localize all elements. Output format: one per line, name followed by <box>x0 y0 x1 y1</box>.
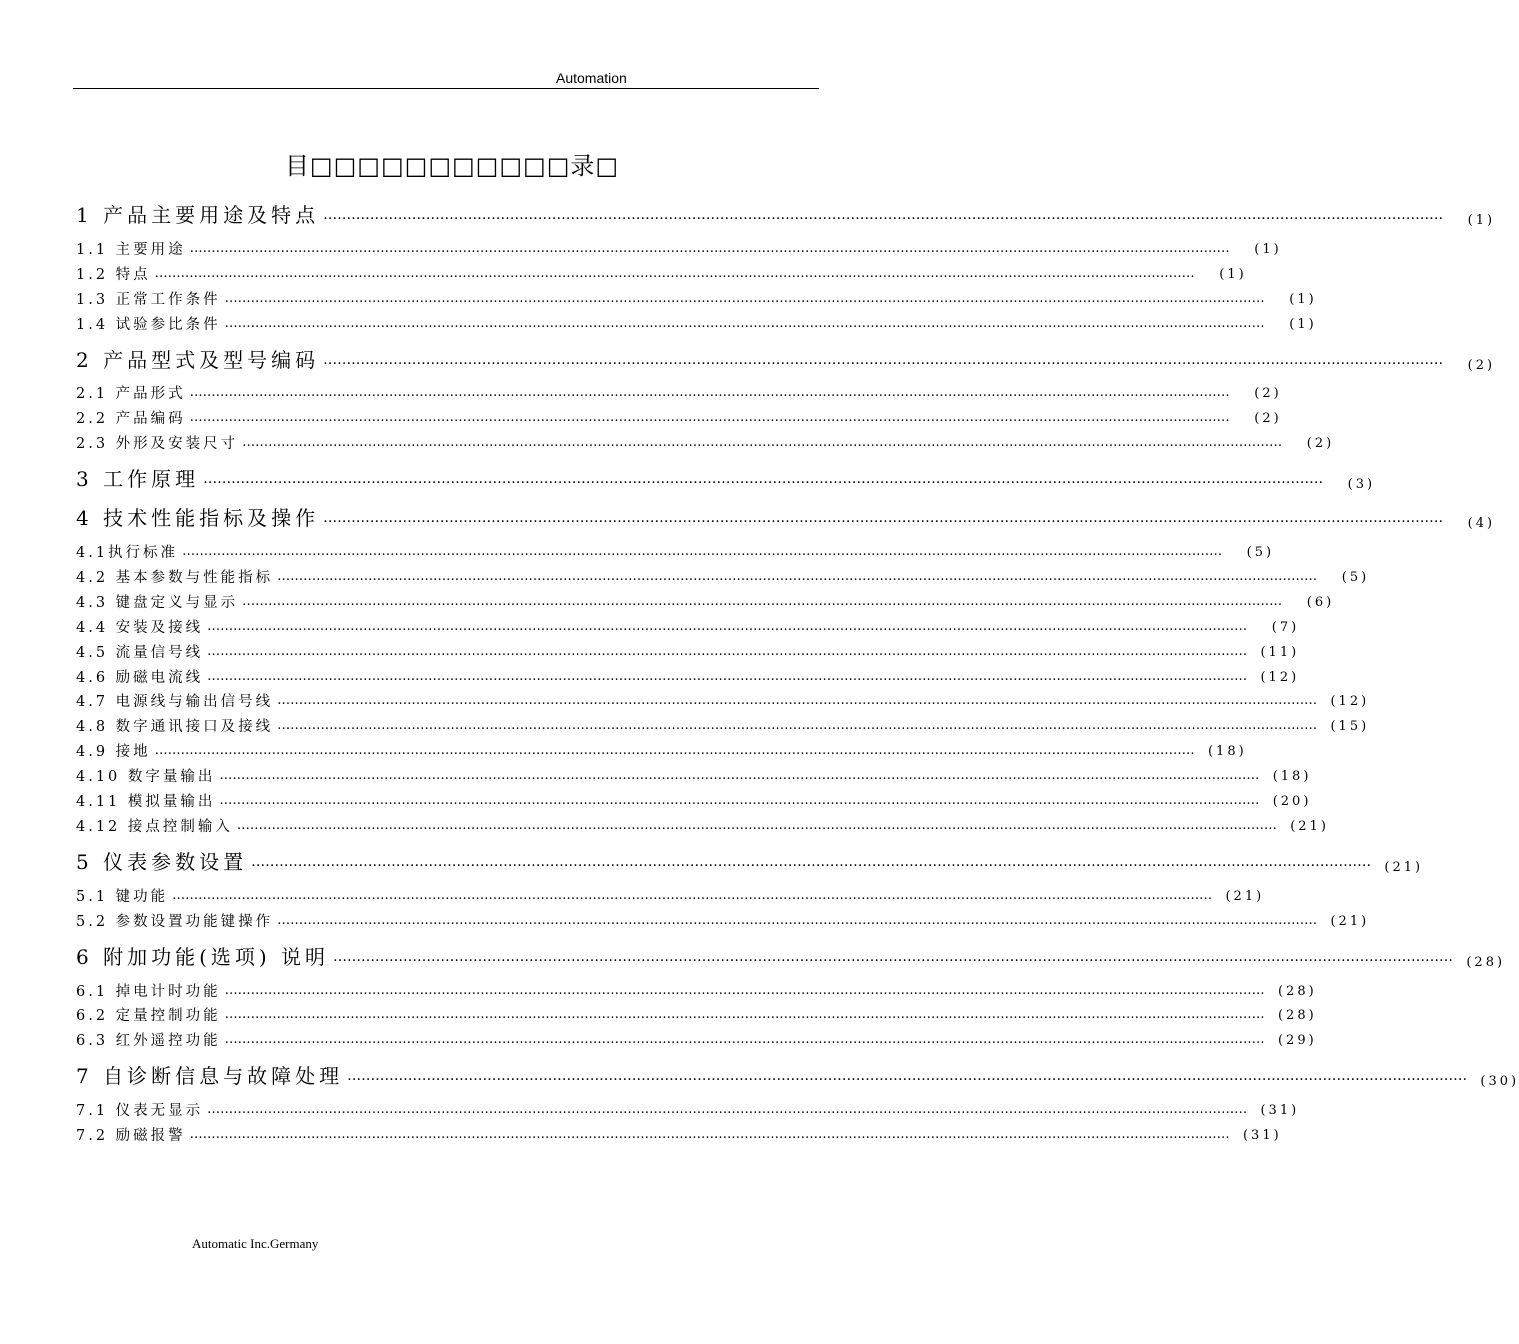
toc-leader-dots: …………………………………………………………………………………………………………………………………………………………………………………………………………………… <box>277 569 1318 585</box>
toc-chapter-entry[interactable] <box>76 1057 1519 1090</box>
toc-entry-label: 2.3 外形及安装尺寸 <box>76 436 239 453</box>
footer-company: Automatic Inc.Germany <box>192 1236 319 1251</box>
toc-entry-page: (31) <box>1260 1103 1300 1119</box>
toc-entry-label: 1.3 正常工作条件 <box>76 291 221 308</box>
header-rule <box>73 88 819 89</box>
toc-entry-label: 6.1 掉电计时功能 <box>76 983 221 1000</box>
toc-entry-label: 4.7 电源线与输出信号线 <box>76 694 274 711</box>
toc-leader-dots: …………………………………………………………………………………………………………………………………………………………………………………………………………………… <box>207 643 1248 659</box>
toc-entry-label: 7.2 励磁报警 <box>76 1128 186 1145</box>
toc-section-entry[interactable] <box>76 284 1317 309</box>
toc-entry-label: 5.2 参数设置功能键操作 <box>76 913 274 930</box>
toc-leader-dots: …………………………………………………………………………………………………………………………………………………………………………………………………………………… <box>277 718 1318 734</box>
toc-entry-label: 3 工作原理 <box>76 467 200 492</box>
page-title: 目□□□□□□□□□□□录□ <box>284 152 620 180</box>
toc-entry-label: 1 产品主要用途及特点 <box>76 203 320 227</box>
toc-entry-label: 4.2 基本参数与性能指标 <box>76 570 274 587</box>
toc-entry-page: (5) <box>1246 545 1275 561</box>
toc-section-entry[interactable] <box>76 259 1247 284</box>
toc-leader-dots: …………………………………………………………………………………………………………………………………………………………………………………………………………………… <box>189 385 1230 401</box>
toc-entry-page: (28) <box>1277 983 1317 999</box>
toc-leader-dots: …………………………………………………………………………………………………………………………………………………………………………………………………………………… <box>251 853 1372 870</box>
toc-section-entry[interactable] <box>76 637 1300 662</box>
toc-entry-page: (28) <box>1277 1008 1317 1024</box>
toc-entry-page: (1) <box>1219 266 1247 282</box>
toc-section-entry[interactable] <box>76 379 1282 404</box>
toc-section-entry[interactable] <box>76 612 1300 637</box>
toc-leader-dots: …………………………………………………………………………………………………………………………………………………………………………………………………………………… <box>219 793 1260 809</box>
toc-entry-page: (6) <box>1306 594 1335 610</box>
toc-entry-page: (7) <box>1271 619 1300 635</box>
toc-entry-label: 5.1 键功能 <box>76 888 169 905</box>
toc-section-entry[interactable] <box>76 786 1312 811</box>
toc-leader-dots: …………………………………………………………………………………………………………………………………………………………………………………………………………………… <box>189 1127 1230 1143</box>
toc-leader-dots: …………………………………………………………………………………………………………………………………………………………………………………………………………………… <box>224 290 1265 306</box>
toc-section-entry[interactable] <box>76 537 1275 562</box>
toc-leader-dots: …………………………………………………………………………………………………………………………………………………………………………………………………………………… <box>154 743 1195 759</box>
toc-leader-dots: …………………………………………………………………………………………………………………………………………………………………………………………………………………… <box>323 351 1444 368</box>
toc-entry-page: (29) <box>1277 1033 1317 1049</box>
toc-entry-label: 4.11 模拟量输出 <box>76 794 216 811</box>
toc-entry-label: 4.9 接地 <box>76 744 151 761</box>
toc-chapter-entry[interactable] <box>76 196 1496 228</box>
toc-section-entry[interactable] <box>76 687 1370 712</box>
toc-leader-dots: …………………………………………………………………………………………………………………………………………………………………………………………………………………… <box>242 593 1283 609</box>
toc-entry-page: (21) <box>1330 913 1370 929</box>
toc-section-entry[interactable] <box>76 428 1335 453</box>
toc-leader-dots: …………………………………………………………………………………………………………………………………………………………………………………………………………………… <box>224 1007 1265 1023</box>
toc-entry-page: (30) <box>1480 1074 1519 1090</box>
toc-entry-page: (1) <box>1254 241 1282 257</box>
toc-section-entry[interactable] <box>76 1120 1282 1145</box>
toc-entry-page: (12) <box>1260 669 1300 685</box>
toc-entry-page: (1) <box>1467 213 1496 228</box>
toc-entry-label: 4 技术性能指标及操作 <box>76 506 320 531</box>
toc-entry-page: (2) <box>1254 386 1282 402</box>
toc-leader-dots: …………………………………………………………………………………………………………………………………………………………………………………………………………………… <box>277 693 1318 709</box>
toc-section-entry[interactable] <box>76 1001 1317 1026</box>
toc-leader-dots: …………………………………………………………………………………………………………………………………………………………………………………………………………………… <box>224 1032 1265 1048</box>
toc-leader-dots: …………………………………………………………………………………………………………………………………………………………………………………………………………………… <box>203 471 1324 488</box>
toc-entry-page: (28) <box>1466 954 1506 970</box>
toc-entry-label: 1.2 特点 <box>76 266 151 283</box>
toc-chapter-entry[interactable] <box>76 341 1496 373</box>
toc-entry-page: (11) <box>1260 644 1300 660</box>
toc-entry-page: (1) <box>1289 316 1317 332</box>
toc-leader-dots: …………………………………………………………………………………………………………………………………………………………………………………………………………………… <box>323 510 1444 527</box>
toc-section-entry[interactable] <box>76 234 1282 259</box>
toc-leader-dots: …………………………………………………………………………………………………………………………………………………………………………………………………………………… <box>154 265 1195 281</box>
toc-entry-page: (31) <box>1242 1128 1282 1144</box>
toc-entry-page: (12) <box>1330 694 1370 710</box>
toc-section-entry[interactable] <box>76 761 1312 786</box>
toc-entry-label: 6.2 定量控制功能 <box>76 1008 221 1025</box>
toc-entry-label: 4.1执行标准 <box>76 545 179 562</box>
toc-leader-dots: …………………………………………………………………………………………………………………………………………………………………………………………………………………… <box>333 948 1454 965</box>
toc-leader-dots: …………………………………………………………………………………………………………………………………………………………………………………………………………………… <box>219 768 1260 784</box>
toc-leader-dots: …………………………………………………………………………………………………………………………………………………………………………………………………………………… <box>323 207 1444 223</box>
toc-entry-label: 7.1 仪表无显示 <box>76 1103 204 1120</box>
toc-entry-label: 4.12 接点控制输入 <box>76 818 233 835</box>
toc-entry-page: (3) <box>1347 477 1376 493</box>
toc-entry-label: 2.1 产品形式 <box>76 386 186 403</box>
toc-entry-label: 4.5 流量信号线 <box>76 644 204 661</box>
toc-leader-dots: …………………………………………………………………………………………………………………………………………………………………………………………………………………… <box>242 435 1283 451</box>
toc-leader-dots: …………………………………………………………………………………………………………………………………………………………………………………………………………………… <box>236 817 1277 833</box>
toc-leader-dots: …………………………………………………………………………………………………………………………………………………………………………………………………………………… <box>224 315 1265 331</box>
toc-leader-dots: …………………………………………………………………………………………………………………………………………………………………………………………………………………… <box>172 887 1213 903</box>
toc-entry-label: 2 产品型式及型号编码 <box>76 347 320 372</box>
toc-leader-dots: …………………………………………………………………………………………………………………………………………………………………………………………………………………… <box>224 982 1265 998</box>
toc-entry-page: (5) <box>1341 570 1370 586</box>
toc-entry-label: 2.2 产品编码 <box>76 411 186 428</box>
toc-entry-label: 4.3 键盘定义与显示 <box>76 594 239 611</box>
toc-entry-label: 4.4 安装及接线 <box>76 619 204 636</box>
toc-leader-dots: …………………………………………………………………………………………………………………………………………………………………………………………………………………… <box>207 1102 1248 1118</box>
toc-entry-label: 1.4 试验参比条件 <box>76 316 221 333</box>
toc-section-entry[interactable] <box>76 736 1247 761</box>
toc-chapter-entry[interactable] <box>76 499 1496 532</box>
toc-entry-page: (20) <box>1272 794 1312 810</box>
toc-entry-label: 5 仪表参数设置 <box>76 849 248 874</box>
toc-leader-dots: …………………………………………………………………………………………………………………………………………………………………………………………………………………… <box>207 668 1248 684</box>
toc-entry-page: (18) <box>1207 744 1247 760</box>
toc-section-entry[interactable] <box>76 711 1370 736</box>
toc-entry-label: 4.8 数字通讯接口及接线 <box>76 719 274 736</box>
toc-chapter-entry[interactable] <box>76 460 1376 493</box>
toc-chapter-entry[interactable] <box>76 843 1424 875</box>
toc-leader-dots: …………………………………………………………………………………………………………………………………………………………………………………………………………………… <box>347 1068 1468 1085</box>
toc-leader-dots: …………………………………………………………………………………………………………………………………………………………………………………………………………………… <box>277 912 1318 928</box>
toc-entry-page: (21) <box>1290 818 1329 834</box>
toc-section-entry[interactable] <box>76 562 1370 587</box>
toc-entry-page: (1) <box>1289 291 1317 307</box>
toc-leader-dots: …………………………………………………………………………………………………………………………………………………………………………………………………………………… <box>189 410 1230 426</box>
toc-section-entry[interactable] <box>76 906 1370 931</box>
toc-entry-page: (18) <box>1272 769 1312 785</box>
toc-section-entry[interactable] <box>76 309 1317 334</box>
toc-leader-dots: …………………………………………………………………………………………………………………………………………………………………………………………………………………… <box>182 544 1223 560</box>
toc-entry-label: 7 自诊断信息与故障处理 <box>76 1064 344 1089</box>
toc-entry-page: (21) <box>1384 859 1424 875</box>
toc-section-entry[interactable] <box>76 662 1300 687</box>
toc-section-entry[interactable] <box>76 1025 1317 1050</box>
toc-chapter-entry[interactable] <box>76 938 1506 970</box>
toc-entry-label: 6.3 红外遥控功能 <box>76 1033 221 1050</box>
header-brand: Automation <box>556 70 627 86</box>
toc-section-entry[interactable] <box>76 1095 1300 1120</box>
table-of-contents <box>76 196 1519 1145</box>
toc-leader-dots: …………………………………………………………………………………………………………………………………………………………………………………………………………………… <box>189 240 1230 256</box>
toc-leader-dots: …………………………………………………………………………………………………………………………………………………………………………………………………………………… <box>207 618 1248 634</box>
toc-entry-page: (2) <box>1467 357 1496 373</box>
toc-entry-label: 6 附加功能(选项) 说明 <box>76 944 330 969</box>
toc-section-entry[interactable] <box>76 811 1329 836</box>
toc-entry-page: (21) <box>1225 888 1265 904</box>
toc-entry-label: 4.6 励磁电流线 <box>76 669 204 686</box>
toc-entry-page: (2) <box>1254 411 1282 427</box>
toc-section-entry[interactable] <box>76 976 1317 1001</box>
toc-entry-page: (15) <box>1330 719 1370 735</box>
toc-entry-page: (2) <box>1306 436 1335 452</box>
toc-section-entry[interactable] <box>76 881 1265 906</box>
toc-section-entry[interactable] <box>76 587 1335 612</box>
toc-entry-label: 4.10 数字量输出 <box>76 769 216 786</box>
toc-section-entry[interactable] <box>76 403 1282 428</box>
toc-entry-page: (4) <box>1467 516 1496 532</box>
toc-entry-label: 1.1 主要用途 <box>76 241 186 258</box>
